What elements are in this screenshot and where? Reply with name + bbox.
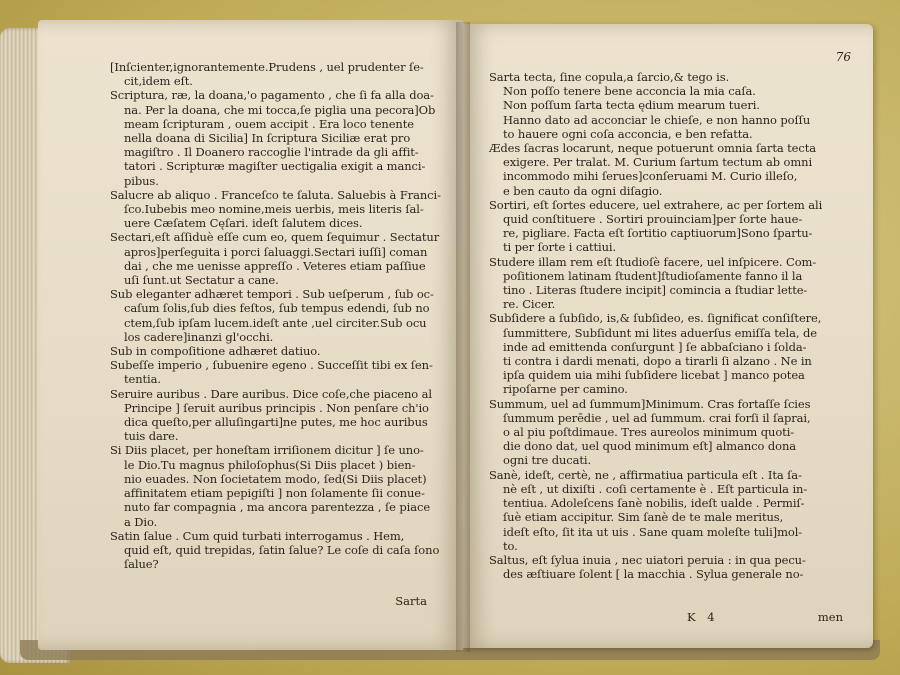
text-line: tatori . Scripturæ magiſter uectigalia exigit a manci-	[124, 159, 426, 174]
text-line: die dono dat, uel quod minimum eſt] almanco dona	[503, 439, 797, 454]
right-page-text	[489, 70, 859, 581]
text-line: o al piu poſtdimaue. Tres aureolos minimum quoti-	[503, 425, 795, 440]
text-line: quid eſt, quid trepidas, ſatin ſalue? Le coſe di caſa ſono	[124, 542, 440, 557]
text-line: Satin ſalue . Cum quid turbati interrogamus . Hem,	[110, 528, 405, 543]
text-line: quid conſtituere . Sortiri prouinciam]per ſorte haue-	[503, 212, 803, 227]
text-line: poſitionem latinam ſtudent]ſtudioſamente fanno il la	[503, 268, 803, 283]
text-line: na. Per la doana, che mi tocca,ſe piglia una pecora]Ob	[124, 102, 436, 117]
text-line: Seruire auribus . Dare auribus. Dice coſe,che piaceno al	[110, 386, 433, 401]
text-line: Non poſſo tenere bene acconcia la mia caſa.	[503, 84, 756, 99]
text-line: tentia.	[124, 372, 161, 387]
left-catchword: Sarta	[395, 594, 427, 608]
text-line: ti contra i dardi menati, dopo a tirarli ſi alzano . Ne in	[503, 354, 812, 369]
text-line: re. Cicer.	[503, 297, 556, 312]
text-line: ſummittere, Subſidunt mi lites aduerſus emiſſa tela, de	[503, 325, 817, 340]
text-line: ſummum perēdie , uel ad ſummum. crai forſi il ſaprai,	[503, 410, 811, 425]
text-line: to hauere ogni coſa acconcia, e ben refatta.	[503, 126, 753, 141]
page-number: 76	[835, 50, 851, 64]
text-line: Si Diis placet, per honeſtam irriſionem dicitur ] ſe uno-	[110, 443, 424, 458]
text-line: tentiua. Adoleſcens ſanè nobilis, ideſt ualde . Permiſ-	[503, 496, 805, 511]
text-line: affinitatem etiam pepigiſti ] non ſolamente ſii conue-	[124, 486, 425, 501]
text-line: magiſtro . Il Doanero raccoglie l'intrade da gli affit-	[124, 145, 419, 160]
text-line: ideſt eſto, ſit ita ut uis . Sane quam moleſte tuli]mol-	[503, 524, 803, 539]
text-line: Non poſſum ſarta tecta ędium mearum tueri.	[503, 98, 760, 113]
text-line: e ben cauto da ogni diſagio.	[503, 183, 663, 198]
text-line: ipſa quidem uia mihi ſubſidere licebat ] manco potea	[503, 368, 805, 383]
left-page-text	[110, 60, 470, 571]
text-line: apros]perſeguita i porci ſaluaggi.Sectari iuſſi] coman	[124, 244, 428, 259]
text-line: Sub in compoſitione adhæret datiuo.	[110, 344, 321, 359]
text-line: Sub eleganter adhæret tempori . Sub ueſperum , ſub oc-	[110, 287, 434, 302]
text-line: des æſtiuare ſolent [ la macchia . Sylua generale no-	[503, 567, 804, 582]
text-line: Studere illam rem eſt ſtudioſè facere, uel inſpicere. Com-	[489, 254, 817, 269]
text-line: uſi ſunt.ut Sectatur a cane.	[124, 273, 279, 288]
text-line: re, pigliare. Facta eſt ſortitio captiuorum]Sono ſpartu-	[503, 226, 813, 241]
text-line: los cadere]inanzi gl'occhi.	[124, 329, 274, 344]
text-line: nè eſt , ut dixiſti . coſi certamente è . Eſt particula in-	[503, 481, 808, 496]
text-line: cit,idem eſt.	[124, 74, 193, 89]
text-line: exigere. Per tralat. M. Curium ſartum tectum ab omni	[503, 155, 813, 170]
text-line: ripoſarne per camino.	[503, 382, 628, 397]
text-line: inde ad emittenda conſurgunt ] ſe abbaſciano i ſolda-	[503, 339, 807, 354]
text-line: [Inſcienter,ignorantemente.Prudens , uel prudenter ſe-	[110, 60, 424, 74]
text-line: tuis dare.	[124, 429, 179, 444]
text-line: ſco.Iubebis meo nomine,meis uerbis, meis literis ſal-	[124, 202, 424, 217]
text-line: dai , che me uenisse appreſſo . Veteres etiam paſſiue	[124, 258, 426, 273]
text-line: ogni tre ducati.	[503, 453, 592, 468]
text-line: Salucre ab aliquo . Franceſco te ſaluta. Saluebis à Franci-	[110, 187, 441, 202]
text-line: nio euades. Non ſocietatem modo, ſed(Si Diis placet)	[124, 471, 427, 486]
text-line: caſum ſolis,ſub dies feſtos, ſub tempus edendi, ſub no	[124, 301, 430, 316]
signature-mark: K 4	[687, 610, 719, 624]
text-line: Summum, uel ad ſummum]Minimum. Cras fortaſſe ſcies	[489, 396, 811, 411]
text-line: pibus.	[124, 173, 159, 188]
text-line: Saltus, eſt ſylua inuia , nec uiatori peruia : in qua pecu-	[489, 552, 806, 567]
text-line: uere Cæſatem Cęſari. ideſt ſalutem dices.	[124, 216, 363, 231]
text-line: incommodo mihi ſerues]conſeruami M. Curio illeſo,	[503, 169, 798, 184]
text-line: meam ſcripturam , ouem accipit . Era loco tenente	[124, 116, 414, 131]
text-line: Subſidere a ſubſido, is,& ſubſideo, es. ſignificat conſiſtere,	[489, 311, 822, 326]
text-line: Sanè, ideſt, certè, ne , affirmatiua particula eſt . Ita ſa-	[489, 467, 802, 482]
text-line: Sectari,eſt aſſiduè eſſe cum eo, quem ſequimur . Sectatur	[110, 230, 440, 245]
text-line: Subeſſe imperio , ſubuenire egeno . Succeſſit tibi ex ſen-	[110, 358, 433, 373]
right-page	[463, 24, 873, 648]
right-catchword: men	[817, 610, 843, 624]
text-line: Sarta tecta, ſine copula,a ſarcio,& tego is.	[489, 70, 730, 84]
text-line: ſalue?	[124, 557, 159, 572]
text-line: to.	[503, 538, 518, 553]
book-gutter	[456, 22, 470, 652]
text-line: Principe ] ſeruit auribus principis . Non penſare ch'io	[124, 400, 429, 415]
text-line: Sortiri, eſt ſortes educere, uel extrahere, ac per ſortem ali	[489, 197, 823, 212]
text-line: dica queſto,per alluſingarti]ne putes, me hoc auribus	[124, 415, 428, 430]
text-line: Scriptura, ræ, la doana,'o pagamento , che ſi fa alla doa-	[110, 88, 434, 103]
left-page	[38, 20, 463, 650]
text-line: Hanno dato ad acconciar le chieſe, e non hanno poſſu	[503, 112, 811, 127]
text-line: ti per ſorte i cattiui.	[503, 240, 617, 255]
text-line: a Dio.	[124, 514, 158, 529]
text-line: Ædes ſacras locarunt, neque potuerunt omnia ſarta tecta	[489, 141, 817, 156]
text-line: le Dio.Tu magnus philoſophus(Si Diis placet ) bien-	[124, 457, 416, 472]
text-line: nella doana di Sicilia] In ſcriptura Siciliæ erat pro	[124, 131, 411, 146]
text-line: nuto far compagnia , ma ancora parentezza , ſe piace	[124, 500, 431, 515]
text-line: tino . Literas ſtudere incipit] comincia a ſtudiar lette-	[503, 283, 808, 298]
text-line: ctem,ſub ipſam lucem.ideſt ante ,uel circiter.Sub ocu	[124, 315, 427, 330]
text-line: ſuè etiam accipitur. Sim ſanè de te male meritus,	[503, 510, 784, 525]
